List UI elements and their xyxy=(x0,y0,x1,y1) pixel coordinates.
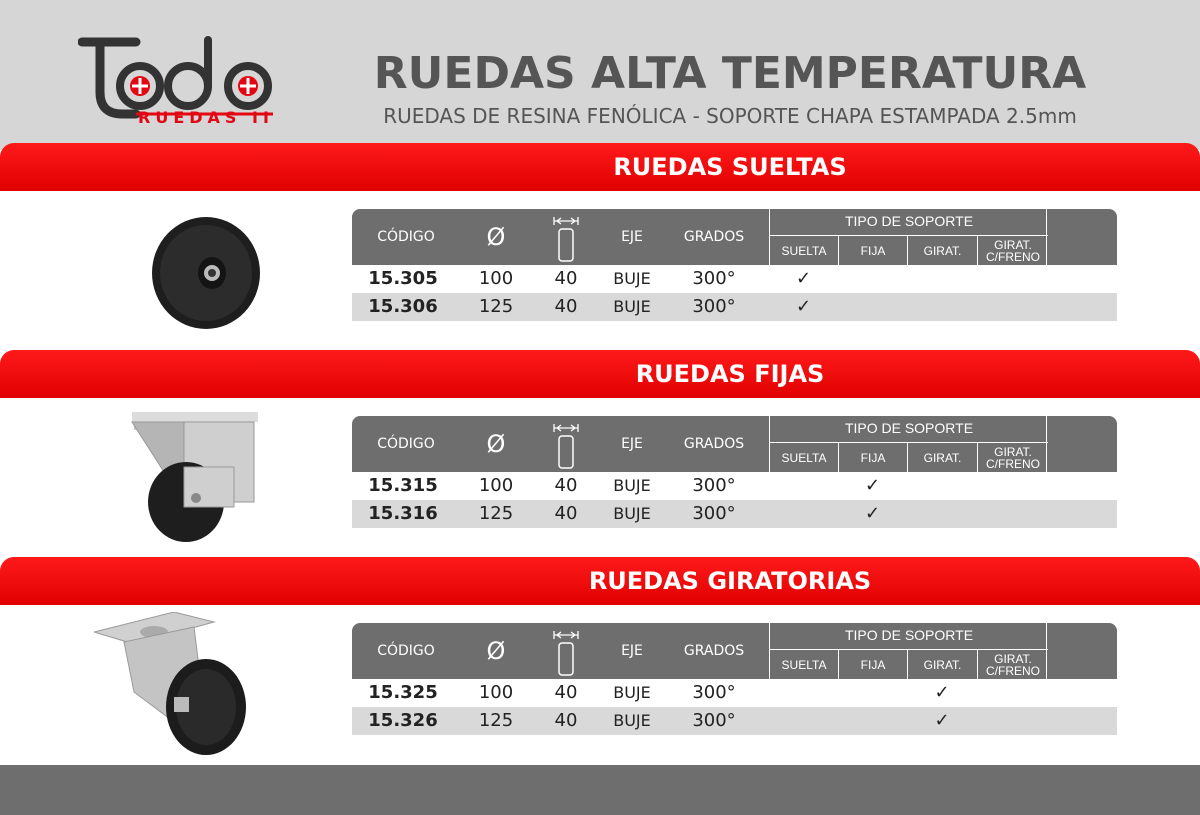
table-row xyxy=(352,679,1117,707)
col-girat-freno-header: GIRAT. C/FRENO xyxy=(986,651,1040,678)
footer-bar xyxy=(0,765,1200,815)
tipo-soporte-title: TIPO DE SOPORTE xyxy=(844,627,974,643)
logo-brand-text: RUEDAS II xyxy=(138,108,274,127)
cell-eje: BUJE xyxy=(613,269,651,288)
tipo-soporte-title: TIPO DE SOPORTE xyxy=(844,420,974,436)
col-girat-header: GIRAT. xyxy=(908,236,978,265)
tipo-soporte-group xyxy=(769,623,1047,679)
page-subtitle: RUEDAS DE RESINA FENÓLICA - SOPORTE CHAPA ESTAMPADA 2.5mm xyxy=(383,104,1077,128)
cell-ancho: 40 xyxy=(554,710,578,731)
section-title: RUEDAS GIRATORIAS xyxy=(588,567,872,595)
cell-suelta: ✓ xyxy=(795,296,812,317)
cell-diametro: 125 xyxy=(478,296,514,317)
col-codigo-header: CÓDIGO xyxy=(377,229,435,245)
col-girat-freno-header: GIRAT. C/FRENO xyxy=(986,444,1040,471)
col-grados-header: GRADOS xyxy=(683,436,745,452)
cell-girat-freno xyxy=(977,293,1047,321)
width-icon xyxy=(548,420,584,474)
product-table xyxy=(352,623,1117,735)
cell-suelta xyxy=(769,679,838,707)
cell-fija xyxy=(838,679,907,707)
col-fija-header: FIJA xyxy=(839,443,908,472)
cell-grados: 300° xyxy=(692,710,736,731)
cell-ancho: 40 xyxy=(554,682,578,703)
cell-codigo: 15.315 xyxy=(368,475,438,496)
col-eje-header: EJE xyxy=(621,643,643,659)
cell-fija xyxy=(838,707,907,735)
tipo-soporte-group xyxy=(769,416,1047,472)
cell-diametro: 100 xyxy=(478,268,514,289)
cell-codigo: 15.316 xyxy=(368,503,438,524)
cell-fija: ✓ xyxy=(864,475,881,496)
table-row xyxy=(352,472,1117,500)
col-grados-header: GRADOS xyxy=(683,229,745,245)
col-diametro-header: Ø xyxy=(486,223,506,251)
cell-eje: BUJE xyxy=(613,711,651,730)
cell-girat-freno xyxy=(977,679,1047,707)
cell-diametro: 100 xyxy=(478,475,514,496)
cell-grados: 300° xyxy=(692,503,736,524)
cell-ancho: 40 xyxy=(554,475,578,496)
width-icon xyxy=(548,213,584,267)
cell-fija xyxy=(838,293,907,321)
cell-suelta xyxy=(769,707,838,735)
cell-suelta xyxy=(769,500,838,528)
table-row xyxy=(352,707,1117,735)
cell-fija xyxy=(838,265,907,293)
page-title: RUEDAS ALTA TEMPERATURA xyxy=(373,48,1087,99)
col-suelta-header: SUELTA xyxy=(770,650,839,679)
table-row xyxy=(352,293,1117,321)
cell-codigo: 15.325 xyxy=(368,682,438,703)
col-codigo-header: CÓDIGO xyxy=(377,643,435,659)
cell-girat-freno xyxy=(977,707,1047,735)
table-row xyxy=(352,265,1117,293)
table-row xyxy=(352,500,1117,528)
cell-codigo: 15.306 xyxy=(368,296,438,317)
cell-girat xyxy=(907,293,977,321)
cell-codigo: 15.326 xyxy=(368,710,438,731)
cell-girat-freno xyxy=(977,265,1047,293)
fixed-caster-image xyxy=(124,412,264,547)
col-diametro-header: Ø xyxy=(486,430,506,458)
cell-suelta xyxy=(769,472,838,500)
cell-eje: BUJE xyxy=(613,504,651,523)
col-fija-header: FIJA xyxy=(839,650,908,679)
product-table xyxy=(352,416,1117,528)
cell-diametro: 125 xyxy=(478,503,514,524)
table-header xyxy=(352,209,1117,265)
cell-diametro: 100 xyxy=(478,682,514,703)
cell-grados: 300° xyxy=(692,268,736,289)
col-girat-header: GIRAT. xyxy=(908,443,978,472)
col-suelta-header: SUELTA xyxy=(770,236,839,265)
cell-girat xyxy=(907,472,977,500)
cell-eje: BUJE xyxy=(613,476,651,495)
product-table xyxy=(352,209,1117,321)
tipo-soporte-group xyxy=(769,209,1047,265)
cell-grados: 300° xyxy=(692,475,736,496)
cell-grados: 300° xyxy=(692,296,736,317)
section-band-1 xyxy=(0,350,1200,398)
header xyxy=(0,0,1200,150)
cell-ancho: 40 xyxy=(554,503,578,524)
cell-girat xyxy=(907,500,977,528)
section-band-2 xyxy=(0,557,1200,605)
col-eje-header: EJE xyxy=(621,436,643,452)
col-fija-header: FIJA xyxy=(839,236,908,265)
cell-girat-freno xyxy=(977,472,1047,500)
cell-girat: ✓ xyxy=(934,710,950,731)
table-header xyxy=(352,623,1117,679)
col-eje-header: EJE xyxy=(621,229,643,245)
cell-codigo: 15.305 xyxy=(368,268,438,289)
col-girat-header: GIRAT. xyxy=(908,650,978,679)
cell-ancho: 40 xyxy=(554,296,578,317)
cell-girat: ✓ xyxy=(934,682,950,703)
section-title: RUEDAS FIJAS xyxy=(635,360,825,388)
cell-fija: ✓ xyxy=(864,503,881,524)
col-girat-freno-header: GIRAT. C/FRENO xyxy=(986,237,1040,264)
col-diametro-header: Ø xyxy=(486,637,506,665)
cell-girat-freno xyxy=(977,500,1047,528)
cell-girat xyxy=(907,265,977,293)
cell-diametro: 125 xyxy=(478,710,514,731)
section-band-0 xyxy=(0,143,1200,191)
col-suelta-header: SUELTA xyxy=(770,443,839,472)
swivel-caster-image xyxy=(94,612,254,762)
tipo-soporte-title: TIPO DE SOPORTE xyxy=(844,213,974,229)
cell-suelta: ✓ xyxy=(795,268,812,289)
cell-grados: 300° xyxy=(692,682,736,703)
cell-eje: BUJE xyxy=(613,683,651,702)
section-title: RUEDAS SUELTAS xyxy=(613,153,847,181)
cell-eje: BUJE xyxy=(613,297,651,316)
width-icon xyxy=(548,627,584,681)
col-codigo-header: CÓDIGO xyxy=(377,436,435,452)
table-header xyxy=(352,416,1117,472)
col-grados-header: GRADOS xyxy=(683,643,745,659)
loose-wheel-image xyxy=(146,213,266,338)
cell-ancho: 40 xyxy=(554,268,578,289)
